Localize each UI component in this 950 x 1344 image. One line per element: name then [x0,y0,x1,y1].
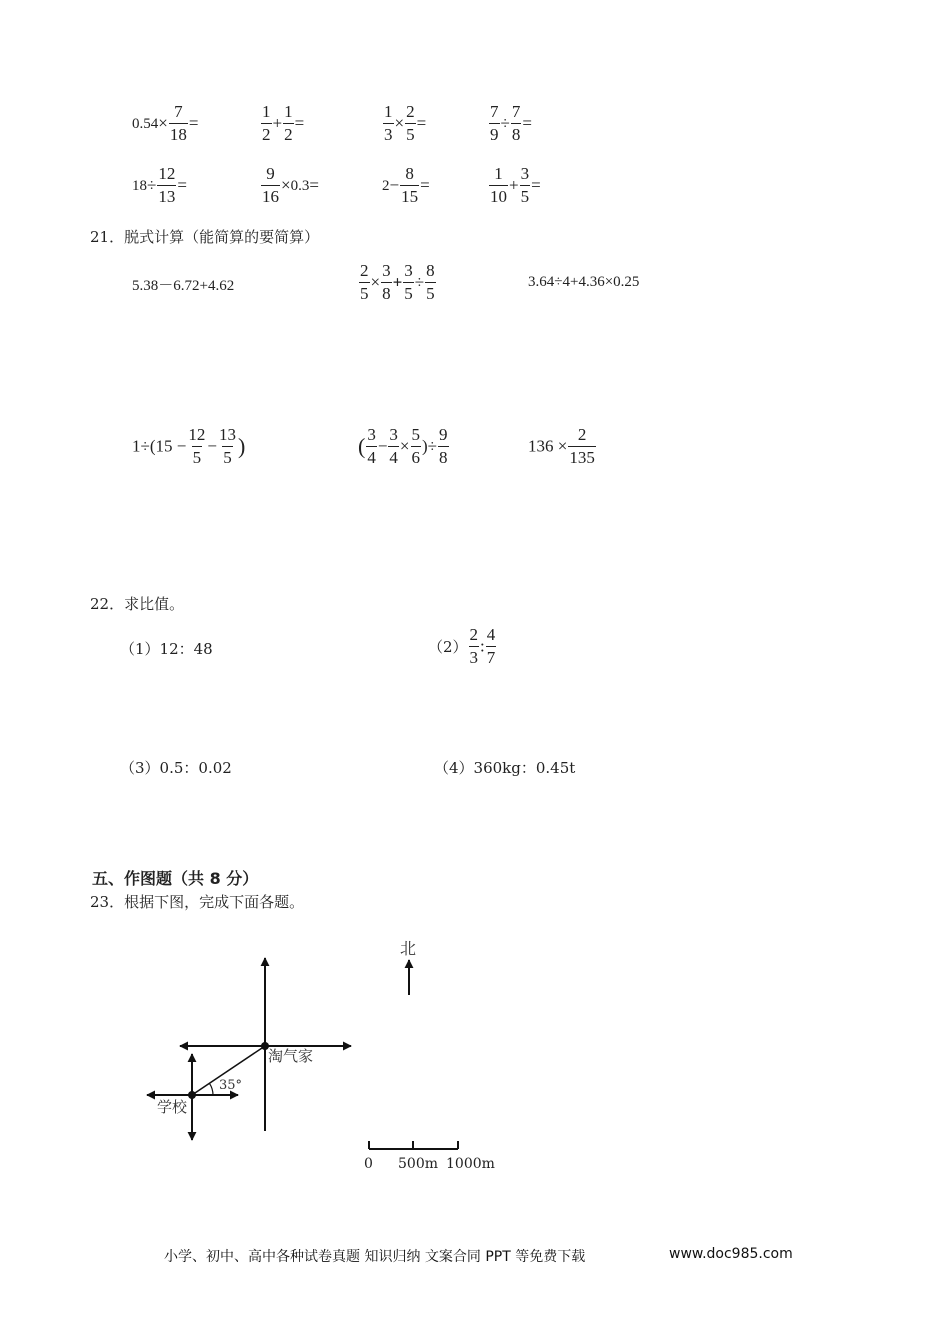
fraction: $\frac{5}{6}$ [411,425,421,467]
operator: − [207,436,217,456]
number: 0.3 [290,178,310,194]
close-paren-divide: )÷ [422,436,438,456]
q22-problem-2 [428,626,497,667]
operator: × [394,113,405,133]
q21-problem-4 [132,426,245,467]
q21-problem-3: 3.64÷4+4.36×0.25 [528,274,640,290]
ratio-colon: : [480,636,485,656]
q21-problem-1: 5.38－6.72+4.62 [132,278,235,294]
fraction: $\frac{1}{2}$ [284,102,293,144]
north-indicator [400,939,416,995]
calc-row2-item3 [382,165,430,206]
fraction: $\frac{13}{5}$ [218,425,236,467]
calc-row2-item4 [488,165,541,206]
fraction: $\frac{1}{3}$ [384,102,393,144]
calc-row2-item2 [260,165,319,206]
scale-bar [364,1141,495,1172]
operator: ÷ [500,113,510,133]
q21-problem-6 [528,426,597,467]
fraction: $\frac{7}{8}$ [511,102,521,144]
number: 18 [132,178,147,194]
question-22-title: 22．求比值。 [90,595,185,613]
expression-prefix: 136 × [528,436,568,456]
number: 2 [382,178,390,194]
q22-problem-1: （1）12：48 [120,640,213,658]
home-label: 淘气家 [268,1047,314,1065]
operator: − [389,175,400,195]
operator: + [272,113,283,133]
q22-problem-4: （4）360kg：0.45t [434,759,576,777]
open-paren: ( [358,433,366,459]
fraction: $\frac{3}{4}$ [367,425,376,467]
operator: ÷ [414,272,425,292]
scale-label: 500m [398,1156,438,1172]
fraction: $\frac{1}{2}$ [262,102,271,144]
footer-text: 小学、初中、高中各种试卷真题 知识归纳 文案合同 PPT 等免费下载 [164,1249,586,1265]
equals: = [420,175,430,195]
angle-arc [209,1083,213,1095]
problem-label: （2） [428,638,468,656]
fraction: $\frac{3}{8}$ [382,261,391,303]
fraction: $\frac{4}{7}$ [486,625,496,667]
close-paren: ) [237,433,246,459]
q21-problem-2 [358,262,437,303]
fraction: $\frac{12}{5}$ [188,425,206,467]
fraction: $\frac{1}{10}$ [490,164,507,206]
fraction: $\frac{3}{5}$ [404,261,413,303]
section-5-heading: 五、作图题（共 8 分） [92,869,259,888]
fraction: $\frac{9}{8}$ [439,425,448,467]
fraction: $\frac{2}{3}$ [469,625,479,667]
equals: = [309,175,319,195]
scale-label: 0 [364,1156,373,1172]
equals: = [531,175,541,195]
north-label: 北 [400,939,417,958]
calc-row1-item2 [260,103,304,144]
operator: × [281,175,291,195]
operator: − [377,436,388,456]
expression-prefix: 1÷(15 − [132,436,187,456]
map-diagram [0,930,560,1180]
calc-row1-item1 [132,103,198,144]
school-point [188,1091,196,1099]
equals: = [177,175,187,195]
equals: = [522,113,532,133]
number: 0.54 [132,116,159,132]
operator: + [509,175,519,195]
fraction: $\frac{3}{4}$ [389,425,398,467]
calc-row2-item1 [132,165,187,206]
question-21-title: 21．脱式计算（能简算的要简算） [90,228,320,246]
calc-row1-item3 [382,103,426,144]
operator: × [158,113,168,133]
fraction: $\frac{8}{5}$ [426,261,435,303]
fraction: $\frac{7}{9}$ [490,102,499,144]
fraction: $\frac{2}{135}$ [569,425,595,467]
scale-label: 1000m [446,1156,495,1172]
fraction: $\frac{7}{18}$ [169,102,187,144]
fraction: $\frac{2}{5}$ [360,261,369,303]
q21-problem-5 [358,426,450,467]
q22-problem-3: （3）0.5：0.02 [120,759,232,777]
fraction: $\frac{2}{5}$ [406,102,415,144]
equals: = [294,113,305,133]
school-label: 学校 [157,1098,188,1116]
footer-link[interactable]: www.doc985.com [669,1246,793,1262]
calc-row1-item4 [488,103,532,144]
operator: × [399,436,410,456]
angle-label: 35° [219,1078,243,1093]
fraction: $\frac{3}{5}$ [520,164,530,206]
fraction: $\frac{12}{13}$ [158,164,176,206]
fraction: $\frac{9}{16}$ [262,164,279,206]
operator: + [392,272,403,292]
fraction: $\frac{8}{15}$ [401,164,419,206]
equals: = [188,113,199,133]
operator: ÷ [147,175,157,195]
operator: × [370,272,381,292]
question-23-title: 23．根据下图，完成下面各题。 [90,893,305,911]
equals: = [416,113,427,133]
